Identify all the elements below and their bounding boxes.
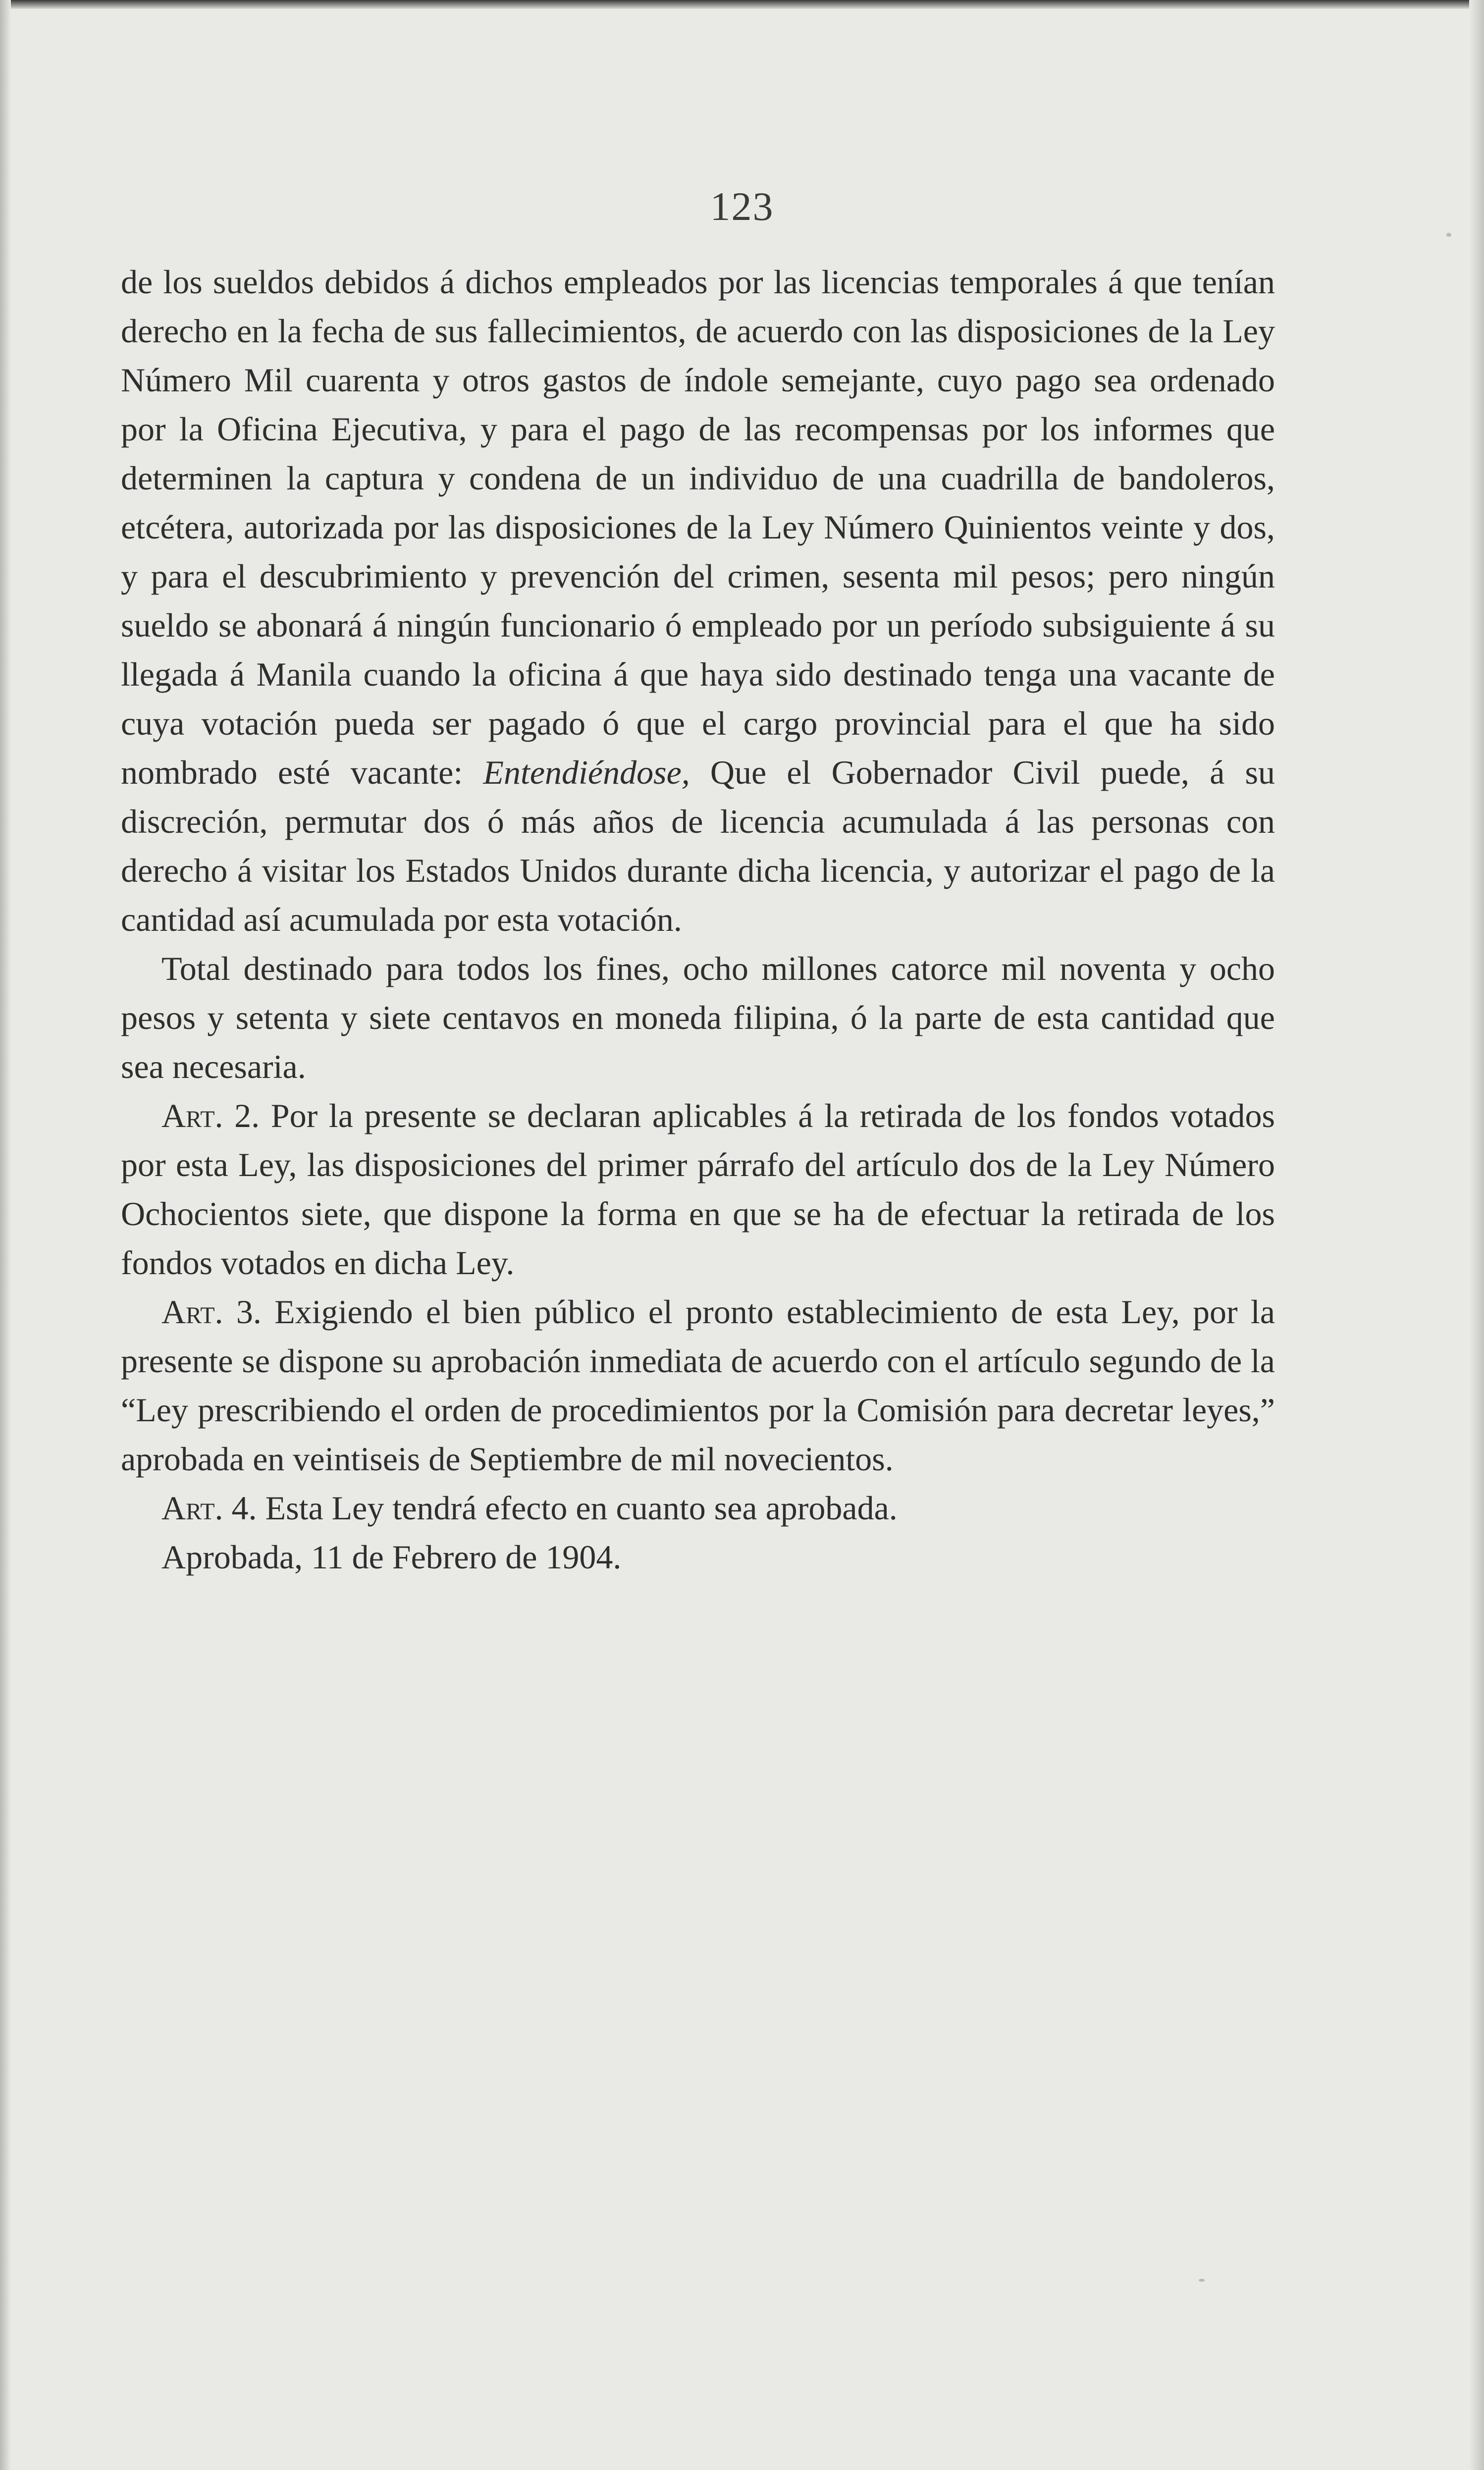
scan-speck — [1446, 233, 1451, 237]
art-2-label: Art. 2. — [161, 1097, 260, 1134]
paragraph-1-end: Que el Gobernador Civil puede, á su discreción, permutar dos ó más años de licencia acumulada á las personas con derecho á visitar los Estados Unidos durante dicha licencia, y autorizar el pago de la cantidad así acumulada por esta votación. — [121, 753, 1275, 938]
scan-top-edge — [0, 0, 1484, 9]
paragraph-1 — [121, 258, 1275, 944]
art-4-label: Art. 4. — [161, 1489, 257, 1527]
art-4-text: Esta Ley tendrá efecto en cuanto sea aprobada. — [265, 1489, 898, 1527]
paragraph-art-2 — [121, 1091, 1275, 1288]
paragraph-1-italic: Entendiéndose, — [483, 753, 690, 791]
scan-left-edge — [0, 0, 11, 2470]
scan-right-edge — [1469, 0, 1484, 2470]
paragraph-art-3 — [121, 1288, 1275, 1484]
art-3-label: Art. 3. — [161, 1293, 262, 1331]
paragraph-1-text: de los sueldos debidos á dichos empleados por las licencias temporales á que tenían derecho en la fecha de sus fallecimientos, de acuerdo con las disposiciones de la Ley Número Mil cuarenta y otros gastos de índole semejante, cuyo pago sea ordenado por la Oficina Ejecutiva, y para el pago de las recompensas por los informes que determinen la captura y condena de un individuo de una cuadrilla de bandoleros, etcétera, autorizada por las disposiciones de la Ley Número Quinientos veinte y dos, y para el descubrimiento y prevención del crimen, sesenta mil pesos; pero ningún sueldo se abonará á ningún funcionario ó empleado por un período subsiguiente á su llegada á Manila cuando la oficina á que haya sido destinado tenga una vacante de cuya votación pueda ser pagado ó que el cargo provincial para el que ha sido nombrado esté vacante: — [121, 263, 1275, 791]
paragraph-approval: Aprobada, 11 de Febrero de 1904. — [161, 1538, 622, 1576]
paragraph-total: Total destinado para todos los fines, ocho millones catorce mil noventa y ocho pesos y setenta y siete centavos en moneda filipina, ó la parte de esta cantidad que sea necesaria. — [121, 950, 1275, 1085]
paragraph-art-4 — [121, 1484, 1275, 1533]
body-text — [121, 258, 1275, 1582]
scan-speck — [1199, 2279, 1205, 2282]
page-number: 123 — [710, 184, 774, 229]
art-2-text: Por la presente se declaran aplicables á la retirada de los fondos votados por esta Ley, las disposiciones del primer párrafo del artículo dos de la Ley Número Ochocientos siete, que dispone la forma en que se ha de efectuar la retirada de los fondos votados en dicha Ley. — [121, 1097, 1275, 1282]
art-3-text: Exigiendo el bien público el pronto establecimiento de esta Ley, por la presente se dispone su aprobación inmediata de acuerdo con el artículo segundo de la “Ley prescribiendo el orden de procedimientos por la Comisión para decretar leyes,” aprobada en veintiseis de Septiembre de mil novecientos. — [121, 1293, 1275, 1478]
